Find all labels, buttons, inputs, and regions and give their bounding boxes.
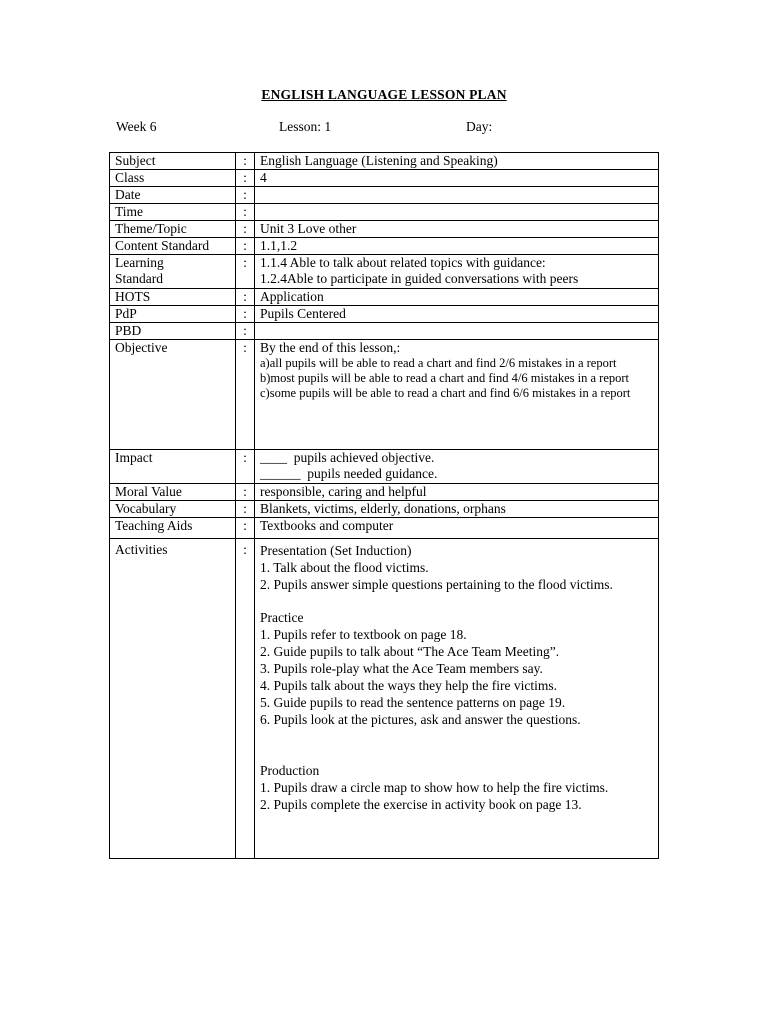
practice-heading: Practice [260,610,304,625]
impact-blank-1: ____ [260,450,287,465]
colon: : [236,501,255,518]
moral-value: responsible, caring and helpful [255,484,659,501]
row-teaching-aids [110,518,659,539]
row-pdp [110,306,659,323]
row-objective [110,340,659,450]
date-value [255,187,659,204]
row-label: Content Standard [110,238,236,255]
row-impact [110,450,659,484]
row-learning-standard [110,255,659,289]
row-subject [110,153,659,170]
row-theme [110,221,659,238]
row-vocabulary [110,501,659,518]
learning-label-2: Standard [115,271,163,286]
learning-standard-value [255,255,659,289]
impact-text-1: pupils achieved objective. [287,450,435,465]
presentation-heading: Presentation (Set Induction) [260,543,412,558]
row-pbd [110,323,659,340]
colon: : [236,187,255,204]
colon: : [236,204,255,221]
presentation-step: 2. Pupils answer simple questions pertaining to the flood victims. [260,577,613,592]
row-label: Impact [110,450,236,484]
colon: : [236,221,255,238]
row-label: Objective [110,340,236,450]
learning-label-1: Learning [115,255,164,270]
row-label: Moral Value [110,484,236,501]
colon: : [236,170,255,187]
row-time [110,204,659,221]
impact-blank-2: ______ [260,466,301,481]
objective-intro: By the end of this lesson,: [260,340,401,355]
vocabulary-value: Blankets, victims, elderly, donations, orphans [255,501,659,518]
colon: : [236,255,255,289]
production-step: 2. Pupils complete the exercise in activity book on page 13. [260,797,582,812]
row-label: Subject [110,153,236,170]
colon: : [236,153,255,170]
impact-line-2 [260,466,653,482]
activities-value [255,539,659,859]
colon: : [236,518,255,539]
row-label: Vocabulary [110,501,236,518]
production-heading: Production [260,763,320,778]
colon: : [236,323,255,340]
row-label: Theme/Topic [110,221,236,238]
hots-value: Application [255,289,659,306]
practice-step: 3. Pupils role-play what the Ace Team members say. [260,661,543,676]
row-label: Activities [110,539,236,859]
row-label: PBD [110,323,236,340]
lesson-plan-table [109,152,659,859]
impact-line-1 [260,450,653,466]
colon: : [236,340,255,450]
row-label: Teaching Aids [110,518,236,539]
pdp-value: Pupils Centered [255,306,659,323]
colon: : [236,450,255,484]
objective-a: a)all pupils will be able to read a chart and find 2/6 mistakes in a report [260,356,617,370]
theme-value: Unit 3 Love other [255,221,659,238]
teaching-aids-value: Textbooks and computer [255,518,659,539]
practice-step: 6. Pupils look at the pictures, ask and answer the questions. [260,712,581,727]
colon: : [236,238,255,255]
colon: : [236,306,255,323]
row-label [110,255,236,289]
colon: : [236,289,255,306]
presentation-step: 1. Talk about the flood victims. [260,560,429,575]
row-moral-value [110,484,659,501]
practice-step: 1. Pupils refer to textbook on page 18. [260,627,467,642]
objective-value [255,340,659,450]
practice-step: 4. Pupils talk about the ways they help the fire victims. [260,678,557,693]
impact-value [255,450,659,484]
learning-standard-1: 1.1.4 Able to talk about related topics with guidance: [260,255,546,270]
content-standard-value: 1.1,1.2 [255,238,659,255]
pbd-value [255,323,659,340]
page-title: ENGLISH LANGUAGE LESSON PLAN [261,87,507,102]
time-value [255,204,659,221]
row-hots [110,289,659,306]
day-label: Day: [466,119,493,134]
row-date [110,187,659,204]
row-label: Time [110,204,236,221]
row-label: HOTS [110,289,236,306]
colon: : [236,484,255,501]
impact-text-2: pupils needed guidance. [300,466,438,481]
learning-standard-2: 1.2.4Able to participate in guided conversations with peers [260,271,579,286]
objective-c: c)some pupils will be able to read a chart and find 6/6 mistakes in a report [260,386,631,400]
week-label: Week 6 [116,119,157,134]
practice-step: 5. Guide pupils to read the sentence patterns on page 19. [260,695,566,710]
row-class [110,170,659,187]
class-value: 4 [255,170,659,187]
row-activities [110,539,659,859]
row-label: Date [110,187,236,204]
lesson-meta [116,119,676,137]
row-content-standard [110,238,659,255]
production-step: 1. Pupils draw a circle map to show how to help the fire victims. [260,780,609,795]
objective-b: b)most pupils will be able to read a chart and find 4/6 mistakes in a report [260,371,630,385]
row-label: Class [110,170,236,187]
practice-step: 2. Guide pupils to talk about “The Ace Team Meeting”. [260,644,560,659]
row-label: PdP [110,306,236,323]
subject-value: English Language (Listening and Speaking) [255,153,659,170]
lesson-label: Lesson: 1 [279,119,332,134]
colon: : [236,539,255,859]
